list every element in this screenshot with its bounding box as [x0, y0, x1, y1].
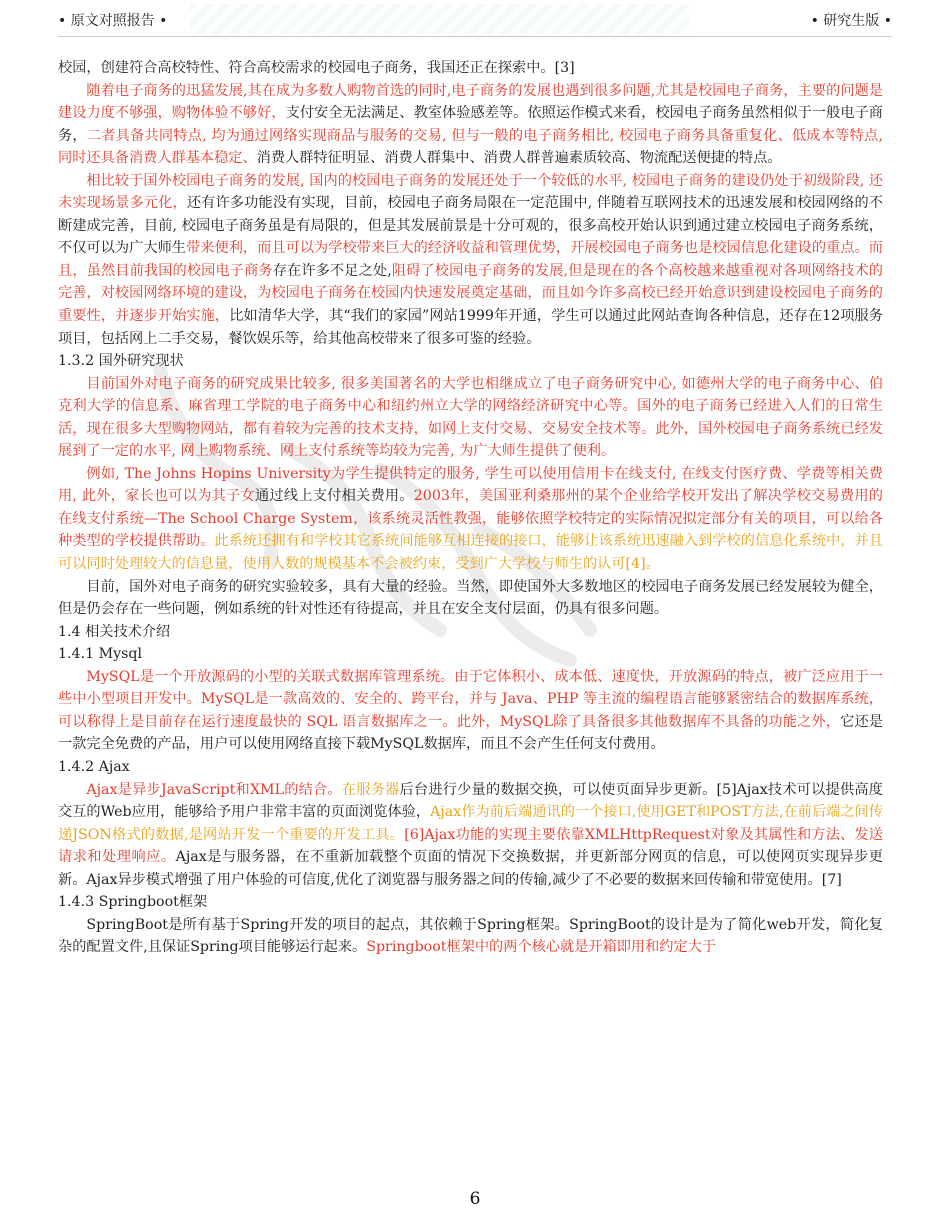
text-segment: 存在许多不足之处, — [272, 262, 392, 279]
text-segment: Ajax是与服务器，在不重新加载整个页面的情况下交换数据，并更新部分网页的信息，可以使网页实现异步更新。Ajax异步模式增强了用户体验的可信度,优化了浏览器与服务器之间的传输,减少了不必要的数据来回传输和带宽使用。[7] — [58, 849, 883, 888]
section-heading: 1.4.1 Mysql — [58, 646, 143, 663]
edition-label: • 研究生版 • — [810, 13, 892, 29]
body-paragraph — [58, 80, 883, 170]
highlighted-text-segment: [6]Ajax功能的实现主要依靠XMLHttpRequest对象及其属性和方法、发送请求和处理响应。 — [58, 826, 883, 866]
header-decoration — [190, 4, 690, 34]
header-divider — [58, 36, 892, 37]
highlighted-text-segment: 二者具备共同特点, 均为通过网络实现商品与服务的交易, 但与一般的电子商务相比, 校园电子商务具备重复化、低成本等特点, 同时还具备消费人群基本稳定、 — [58, 127, 883, 167]
section-heading: 1.4.3 Springboot框架 — [58, 894, 208, 911]
text-segment: 还有许多功能没有实现，目前，校园电子商务局限在一定范围中, 伴随着互联网技术的迅速发展和校园网络的不断建成完善，目前, 校园电子商务虽是有局限的，但是其发展前景是十分可观的，很多高校开始认识到通过建立校园电子商务系统，不仅可以为广大师生 — [58, 195, 883, 257]
highlighted-text-segment: 例如, The Johns Hopins University为学生提供特定的服务, 学生可以使用信用卡在线支付, 在线支付医疗费、学费等相关费用, 此外，家长也可以为其子女 — [58, 465, 883, 505]
report-type-label: • 原文对照报告 • — [58, 13, 168, 29]
highlighted-text-segment: 随着电子商务的迅猛发展,其在成为多数人购物首选的同时,电子商务的发展也遇到很多问题,尤其是校园电子商务，主要的问题是建设力度不够强，购物体验不够好， — [58, 82, 883, 122]
document-body — [58, 57, 883, 959]
body-paragraph — [58, 373, 883, 463]
text-segment: 后台进行少量的数据交换，可以使页面异步更新。[5]Ajax技术可以提供高度交互的Web应用，能够给予用户非常丰富的页面浏览体验， — [58, 781, 883, 821]
body-paragraph — [58, 170, 883, 350]
section-heading: 1.4.2 Ajax — [58, 758, 130, 775]
text-segment: SpringBoot是所有基于Spring开发的项目的起点，其依赖于Spring框架。SpringBoot的设计是为了简化web开发，简化复杂的配置文件,且保证Spring项目能够运行起来。 — [58, 916, 883, 956]
highlighted-text-segment: Springboot框架中的两个核心就是开箱即用和约定大于 — [366, 939, 717, 956]
section-heading: 1.3.2 国外研究现状 — [58, 353, 184, 370]
body-paragraph — [58, 666, 883, 756]
text-segment: 比如清华大学，其“我们的家园”网站1999年开通，学生可以通过此网站查询各种信息，还存在12项服务项目，包括网上二手交易，餐饮娱乐等，给其他高校带来了很多可鉴的经验。 — [58, 308, 883, 347]
highlighted-text-segment: MySQL是一个开放源码的小型的关联式数据库管理系统。由于它体积小、成本低、速度快，开放源码的特点，被广泛应用于一些中小型项目开发中。MySQL是一款高效的、安全的、跨平台，并与 Java、PHP 等主流的编程语言能够紧密结合的数据库系统，可以称得上是目前存在运行速度最快的 SQL 语言数据库之一。此外，MySQL除了具备很多其他数据库不具备的功能之外， — [58, 668, 883, 730]
highlighted-text-segment: 相比较于国外校园电子商务的发展, 国内的校园电子商务的发展还处于一个较低的水平, 校园电子商务的建设仍处于初级阶段, 还未实现场景多元化， — [58, 172, 883, 212]
text-segment: 支付安全无法满足、教室体验感差等。依照运作模式来看，校园电子商务虽然相似于一般电子商务， — [58, 105, 883, 144]
page-header — [0, 0, 950, 38]
highlighted-text-segment: 带来便利，而且可以为学校带来巨大的经济收益和管理优势，开展校园电子商务也是校园信息化建设的重点。而且，虽然目前我国的校园电子商务 — [58, 240, 883, 279]
body-paragraph — [58, 463, 883, 576]
highlighted-text-segment: Ajax作为前后端通讯的一个接口,使用GET和POST方法,在前后端之间传递JSON格式的数据,是网站开发一个重要的开发工具。 — [58, 804, 884, 843]
body-paragraph — [58, 914, 883, 959]
highlighted-text-segment: 2003年，美国亚利桑那州的某个企业给学校开发出了解决学校交易费用的在线支付系统—The School Charge System，该系统灵活性教强，能够依照学校特定的实际情况拟定部分有关的项目，可以给各种类型的学校提供帮助。 — [58, 488, 883, 550]
section-heading: 1.4 相关技术介绍 — [58, 623, 171, 640]
text-segment: 它还是一款完全免费的产品，用户可以使用网络直接下载MySQL数据库，而且不会产生任何支付费用。 — [58, 713, 883, 753]
body-paragraph — [58, 576, 883, 621]
body-paragraph — [58, 57, 883, 80]
highlighted-text-segment: Ajax是异步JavaScript和XML的结合。 — [86, 781, 342, 798]
highlighted-text-segment: 阻碍了校园电子商务的发展,但是现在的各个高校越来越重视对各项网络技术的完善，对校园网络环境的建设，为校园电子商务在校园内快速发展奠定基础，而且如今许多高校已经开始意识到建设校园电子商务的重要性，并逐步开始实施， — [58, 262, 883, 325]
highlighted-text-segment: 此系统还拥有和学校其它系统间能够互相连接的接口，能够让该系统迅速融入到学校的信息化系统中，并且可以同时处理较大的信息量，使用人数的规模基本不会被约束，受到广大学校与师生的认可[4]。 — [58, 533, 883, 573]
text-segment: 目前，国外对电子商务的研究实验较多，具有大量的经验。当然，即使国外大多数地区的校园电子商务发展已经发展较为健全，但是仍会存在一些问题，例如系统的针对性还有待提高，并且在安全支付层面，仍具有很多问题。 — [58, 578, 883, 618]
highlighted-text-segment: 目前国外对电子商务的研究成果比较多, 很多美国著名的大学也相继成立了电子商务研究中心, 如德州大学的电子商务中心、伯克利大学的信息系、麻省理工学院的电子商务中心和纽约州立大学的网络经济研究中心等。国外的电子商务已经进入人们的日常生活，现在很多大型购物网站，都有着较为完善的技术支持，如网上支付交易、交易安全技术等。此外，国外校园电子商务系统已经发展到了一定的水平, 网上购物系统、网上支付系统等均较为完善, 为广大师生提供了便利。 — [58, 375, 883, 460]
text-segment: 校园，创建符合高校特性、符合高校需求的校园电子商务，我国还正在探索中。[3] — [58, 60, 575, 76]
body-paragraph — [58, 779, 883, 892]
text-segment: 通过线上支付相关费用。 — [254, 488, 414, 505]
text-segment: 消费人群特征明显、消费人群集中、消费人群普遍素质较高、物流配送便捷的特点。 — [256, 150, 782, 167]
highlighted-text-segment: 在服务器 — [341, 781, 400, 798]
page-number: 6 — [469, 1189, 481, 1209]
